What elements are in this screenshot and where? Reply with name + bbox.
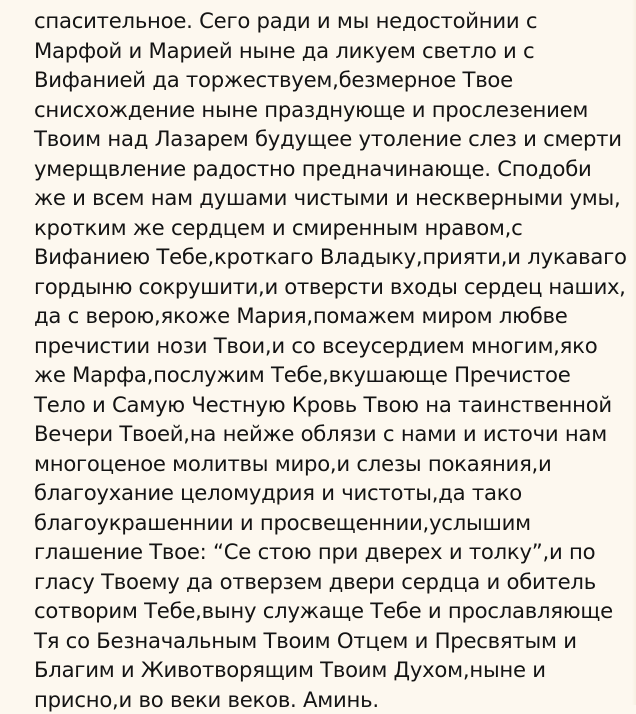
text-line: благоухание целомудрия и чистоты,да тако: [34, 478, 628, 508]
prayer-text: [34, 6, 628, 714]
text-line: Вечери Твоей,на нейже облязи с нами и источи нам: [34, 419, 628, 449]
text-line: Тя со Безначальным Твоим Отцем и Пресвятым и: [34, 626, 628, 656]
text-line: да с верою,якоже Мария,помажем миром любве: [34, 301, 628, 331]
text-line: умерщвление радостно предначинающе. Сподоби: [34, 154, 628, 184]
text-line: пречистии нози Твои,и со всеусердием многим,яко: [34, 331, 628, 361]
text-line: Марфой и Марией ныне да ликуем светло и с: [34, 36, 628, 66]
text-line: гласу Твоему да отверзем двери сердца и обитель: [34, 567, 628, 597]
page-edge: [632, 0, 636, 705]
text-line: снисхождение ныне празднующе и прослезением: [34, 95, 628, 125]
text-line: Вифанией да торжествуем,безмерное Твое: [34, 65, 628, 95]
text-line: сотворим Тебе,выну служаще Тебе и прославляюще: [34, 596, 628, 626]
text-line: спасительное. Сего ради и мы недостойнии с: [34, 6, 628, 36]
text-line: глашение Твое: “Се стою при дверех и толку”,и по: [34, 537, 628, 567]
text-line: Твоим над Лазарем будущее утоление слез и смерти: [34, 124, 628, 154]
text-line: Благим и Животворящим Твоим Духом,ныне и: [34, 655, 628, 685]
text-line: же Марфа,послужим Тебе,вкушающе Пречистое: [34, 360, 628, 390]
text-line: присно,и во веки веков. Аминь.: [34, 685, 628, 714]
text-line: кротким же сердцем и смиренным нравом,с: [34, 213, 628, 243]
text-line: гордыню сокрушити,и отверсти входы сердец наших,: [34, 272, 628, 302]
text-line: Вифаниею Тебе,кроткаго Владыку,прияти,и лукаваго: [34, 242, 628, 272]
text-line: Тело и Самую Честную Кровь Твою на таинственной: [34, 390, 628, 420]
text-line: же и всем нам душами чистыми и нескверными умы,: [34, 183, 628, 213]
text-line: многоценое молитвы миро,и слезы покаяния,и: [34, 449, 628, 479]
text-line: благоукрашеннии и просвещеннии,услышим: [34, 508, 628, 538]
